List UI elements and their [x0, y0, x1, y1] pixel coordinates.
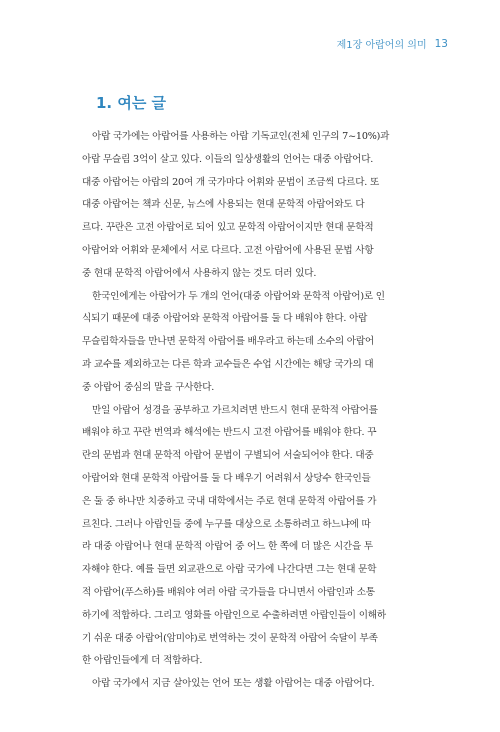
text-line: 한국인에게는 아랍어가 두 개의 언어(대중 아랍어와 문학적 아랍어)로 인: [92, 290, 385, 302]
text-line: 중 현대 문학적 아랍어에서 사용하지 않는 것도 더러 있다.: [82, 267, 317, 279]
text-line: 아랍 국가에는 아랍어를 사용하는 아랍 기독교인(전체 인구의 7~10%)과: [92, 131, 390, 142]
text-line: 기 쉬운 대중 아랍어(암미야)로 번역하는 것이 문학적 아랍어 숙달이 부족: [82, 632, 378, 644]
text-line: 하기에 적합하다. 그리고 영화를 아랍인으로 수출하려면 아랍인들이 이해하: [82, 609, 386, 621]
text-line: 자해야 한다. 예를 들면 외교관으로 아랍 국가에 나간다면 그는 현대 문학: [82, 564, 377, 576]
text-line: 과 교수를 제외하고는 다른 학과 교수들은 수업 시간에는 해당 국가의 대: [82, 358, 374, 370]
text-line: 배워야 하고 꾸란 번역과 해석에는 반드시 고전 아랍어를 배워야 한다. 꾸: [82, 427, 377, 439]
text-line: 대중 아랍어는 아랍의 20여 개 국가마다 어휘와 문법이 조금씩 다르다. 또: [82, 176, 380, 188]
text-line: 아랍어와 현대 문학적 아랍어를 둘 다 배우기 어려워서 상당수 한국인들: [82, 472, 371, 484]
text-line: 아랍 무슬림 3억이 살고 있다. 이들의 일상생활의 언어는 대중 아랍어다.: [82, 153, 374, 165]
paragraph: [82, 286, 454, 400]
text-line: 무슬림학자들을 만나면 문학적 아랍어를 배우라고 하는데 소수의 아랍어: [82, 336, 374, 348]
text-line: 아랍 국가에서 지금 살아있는 언어 또는 생활 아랍어는 대중 아랍어다.: [92, 678, 375, 690]
text-line: 중 아랍어 중심의 말을 구사한다.: [82, 381, 215, 393]
text-line: 식되기 때문에 대중 아랍어와 문학적 아랍어를 둘 다 배워야 한다. 아랍: [82, 313, 368, 325]
paragraph: [82, 673, 454, 696]
text-line: 적 아랍어(푸스하)를 배워야 여러 아랍 국가들을 다니면서 아랍인과 소통: [82, 586, 375, 598]
text-line: 르다. 꾸란은 고전 아랍어로 되어 있고 문학적 아랍어이지만 현대 문학적: [82, 222, 374, 234]
text-line: 한 아랍인들에게 더 적합하다.: [82, 655, 203, 667]
text-line: 만일 아랍어 성경을 공부하고 가르치려면 반드시 현대 문학적 아랍어를: [92, 404, 378, 416]
chapter-title: 제1장 아랍어의 의미: [336, 40, 427, 51]
paragraph: [82, 400, 454, 674]
text-line: 은 둘 중 하나만 치중하고 국내 대학에서는 주로 현대 문학적 아랍어를 가: [82, 495, 377, 507]
text-line: 아랍어와 어휘와 문체에서 서로 다르다. 고전 아랍어에 사용된 문법 사항: [82, 244, 374, 256]
text-line: 대중 아랍어는 책과 신문, 뉴스에 사용되는 현대 문학적 아랍어와도 다: [82, 199, 365, 211]
text-line: 란의 문법과 현대 문학적 아랍어 문법이 구별되어 서술되어야 한다. 대중: [82, 450, 374, 462]
paragraph: [82, 126, 454, 286]
body-text: [82, 126, 454, 696]
section-title: 1. 여는 글: [96, 94, 167, 112]
running-header: [337, 36, 448, 51]
text-line: 라 대중 아랍어나 현대 문학적 아랍어 중 어느 한 쪽에 더 많은 시간을 투: [82, 541, 373, 553]
text-line: 르친다. 그러나 아랍인들 중에 누구를 대상으로 소통하려고 하느냐에 따: [82, 518, 371, 530]
page-number: 13: [434, 37, 448, 50]
